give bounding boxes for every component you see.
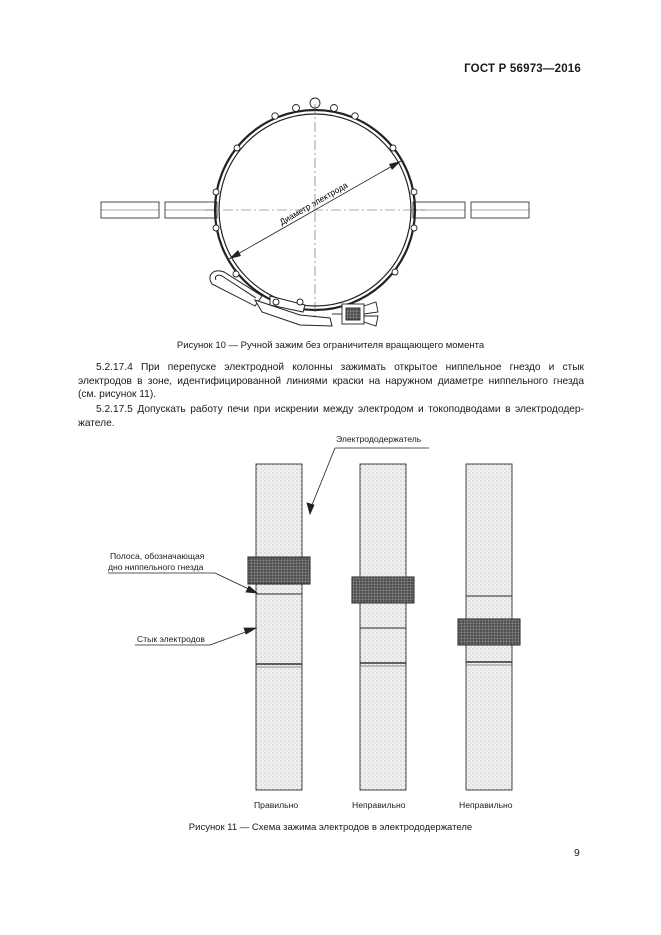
electrode-column-wrong-1 <box>352 464 414 790</box>
label-band-line-2: дно ниппельного гнезда <box>108 562 204 572</box>
diameter-label: Диаметр электрода <box>277 179 350 227</box>
figure-11-caption: Рисунок 11 — Схема зажима электродов в электрододержателе <box>188 822 473 833</box>
label-electrode-holder: Электрододержатель <box>336 434 422 444</box>
document-header: ГОСТ Р 56973—2016 <box>464 63 581 75</box>
label-electrode-joint: Стык электродов <box>137 634 205 644</box>
paragraph-line: (см. рисунок 11). <box>78 389 157 401</box>
paragraph-line: 5.2.17.4 При перепуске электродной колонны зажимать открытое ниппельное гнездо и стык <box>96 362 584 373</box>
figure-10-caption: Рисунок 10 — Ручной зажим без ограничителя вращающего момента <box>176 340 485 351</box>
page-number: 9 <box>574 847 580 859</box>
column-label-wrong-1: Неправильно <box>352 800 406 810</box>
paragraph-line: электродов в зоне, идентифицированной линиями краски на наружном диаметре ниппельного гнезда <box>78 375 584 387</box>
paragraph-line: 5.2.17.5 Допускать работу печи при искрении между электродом и токоподводами в электрододер- <box>96 404 584 415</box>
electrode-column-wrong-2 <box>458 464 520 790</box>
paragraph-line: жателе. <box>78 417 115 429</box>
column-label-correct: Правильно <box>254 800 299 810</box>
label-band-line-1: Полоса, обозначающая <box>110 551 205 561</box>
electrode-column-correct <box>248 464 310 790</box>
column-label-wrong-2: Неправильно <box>459 800 513 810</box>
